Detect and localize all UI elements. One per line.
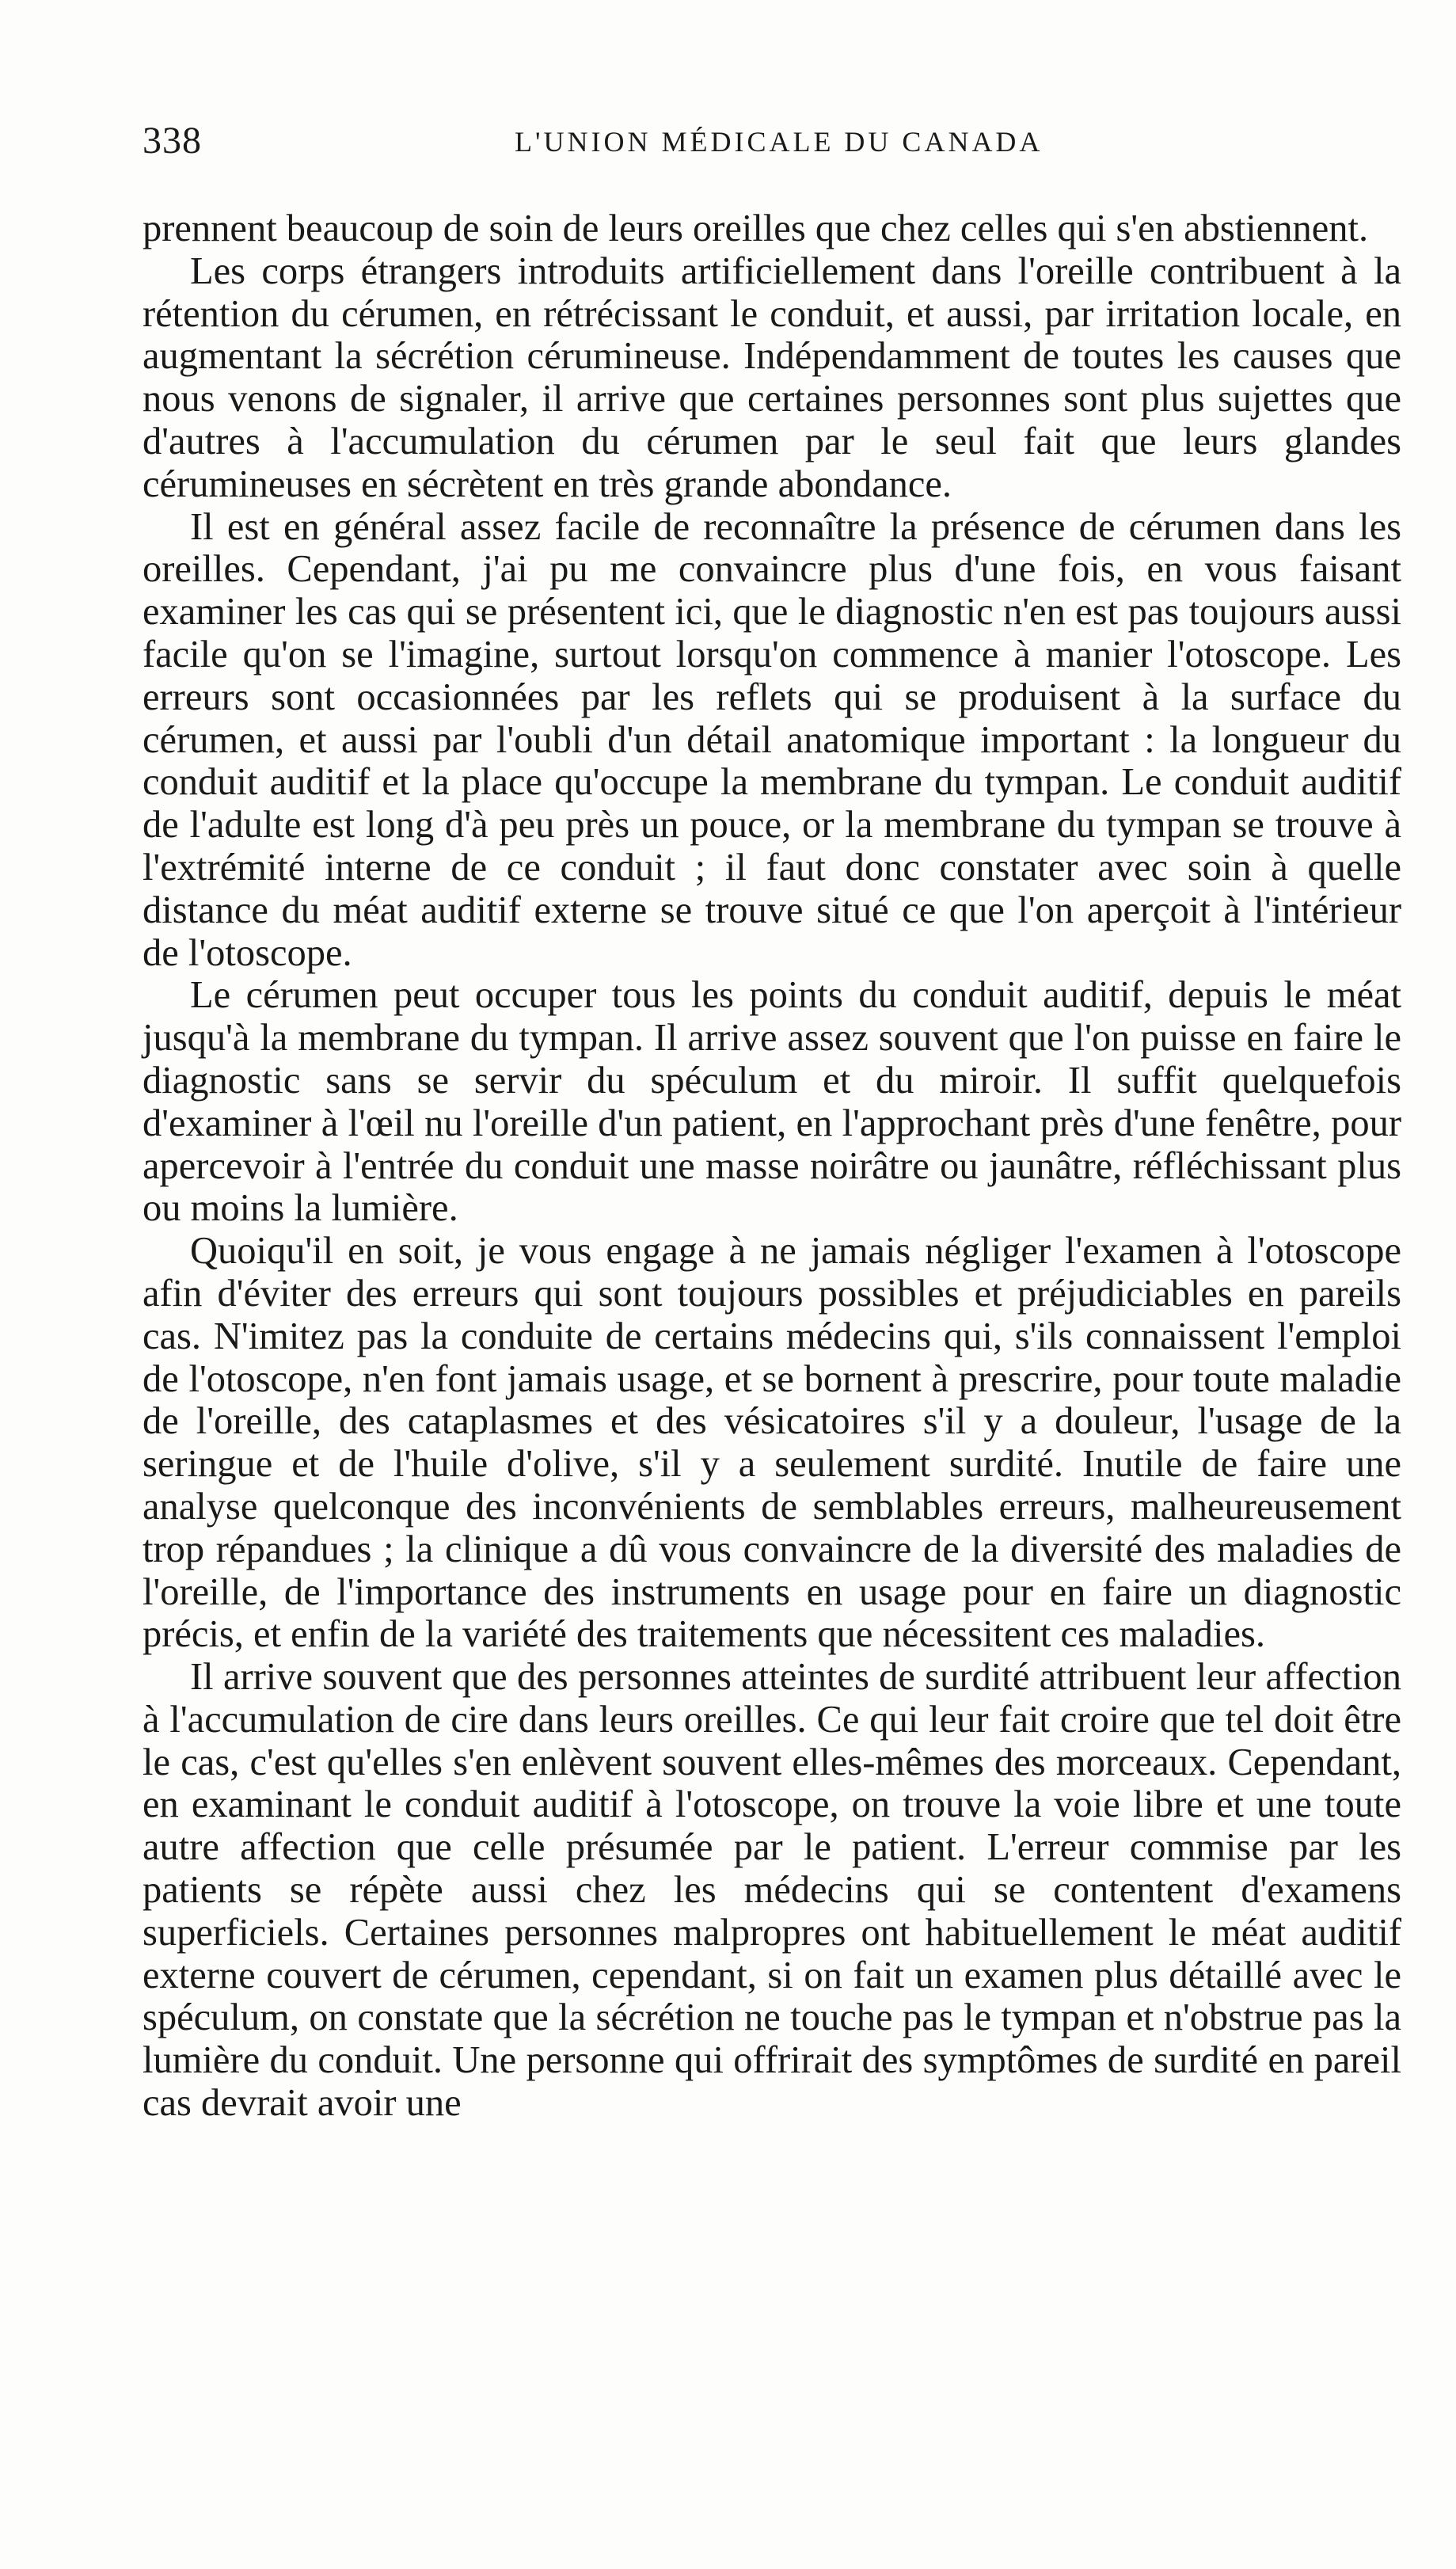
journal-title: L'UNION MÉDICALE DU CANADA — [515, 126, 1044, 158]
running-head — [143, 119, 1401, 174]
paragraph-diagnosis: Il est en général assez facile de reconnaître la présence de cérumen dans les oreilles. Cependant, j'ai pu me convaincre plus d'une fois, en vous faisant examiner les cas qui se présentent ici, que le diagnostic n'en est pas toujours aussi facile qu'on se l'imagine, surtout lorsqu'on commence à manier l'otoscope. Les erreurs sont occasionnées par les reflets qui se produisent à la surface du cérumen, et aussi par l'oubli d'un détail anatomique important : la longueur du conduit auditif et la place qu'occupe la membrane du tympan. Le conduit auditif de l'adulte est long d'à peu près un pouce, or la membrane du tympan se trouve à l'extrémité interne de ce conduit ; il faut donc constater avec soin à quelle distance du méat auditif externe se trouve situé ce que l'on aperçoit à l'intérieur de l'otoscope. — [143, 505, 1401, 974]
paragraph-continued: prennent beaucoup de soin de leurs oreilles que chez celles qui s'en abstiennent. — [143, 207, 1369, 249]
paragraph-otoscope-exam: Quoiqu'il en soit, je vous engage à ne jamais négliger l'examen à l'otoscope afin d'éviter des erreurs qui sont toujours possibles et préjudiciables en pareils cas. N'imitez pas la conduite de certains médecins qui, s'ils connaissent l'emploi de l'otoscope, n'en font jamais usage, et se bornent à prescrire, pour toute maladie de l'oreille, des cataplasmes et des vésicatoires s'il y a douleur, l'usage de la seringue et de l'huile d'olive, s'il y a seulement surdité. Inutile de faire une analyse quelconque des inconvénients de semblables erreurs, malheureusement trop répandues ; la clinique a dû vous convaincre de la diversité des maladies de l'oreille, de l'importance des instruments en usage pour en faire un diagnostic précis, et enfin de la variété des traitements que nécessitent ces maladies. — [143, 1230, 1401, 1656]
paragraph-deafness: Il arrive souvent que des personnes atteintes de surdité attribuent leur affection à l'accumulation de cire dans leurs oreilles. Ce qui leur fait croire que tel doit être le cas, c'est qu'elles s'en enlèvent souvent elles-mêmes des morceaux. Cependant, en examinant le conduit auditif à l'otoscope, on trouve la voie libre et une toute autre affection que celle présumée par le patient. L'erreur commise par les patients se répète aussi chez les médecins qui se contentent d'examens superficiels. Certaines personnes malpropres ont habituellement le méat auditif externe couvert de cérumen, cependant, si on fait un examen plus détaillé avec le spéculum, on constate que la sécrétion ne touche pas le tympan et n'obstrue pas la lumière du conduit. Une personne qui offrirait des symptômes de surdité en pareil cas devrait avoir une — [143, 1656, 1401, 2125]
paragraph-cerumen-location: Le cérumen peut occuper tous les points du conduit auditif, depuis le méat jusqu'à la membrane du tympan. Il arrive assez souvent que l'on puisse en faire le diagnostic sans se servir du spéculum et du miroir. Il suffit quelquefois d'examiner à l'œil nu l'oreille d'un patient, en l'approchant près d'une fenêtre, pour apercevoir à l'entrée du conduit une masse noirâtre ou jaunâtre, réfléchissant plus ou moins la lumière. — [143, 974, 1401, 1230]
paragraph-foreign-bodies: Les corps étrangers introduits artificiellement dans l'oreille contribuent à la rétention du cérumen, en rétrécissant le conduit, et aussi, par irritation locale, en augmentant la sécrétion cérumineuse. Indépendamment de toutes les causes que nous venons de signaler, il arrive que certaines personnes sont plus sujettes que d'autres à l'accumulation du cérumen par le seul fait que leurs glandes cérumineuses en sécrètent en très grande abondance. — [143, 249, 1401, 505]
page-number: 338 — [143, 120, 202, 162]
body-text — [143, 207, 1401, 2125]
